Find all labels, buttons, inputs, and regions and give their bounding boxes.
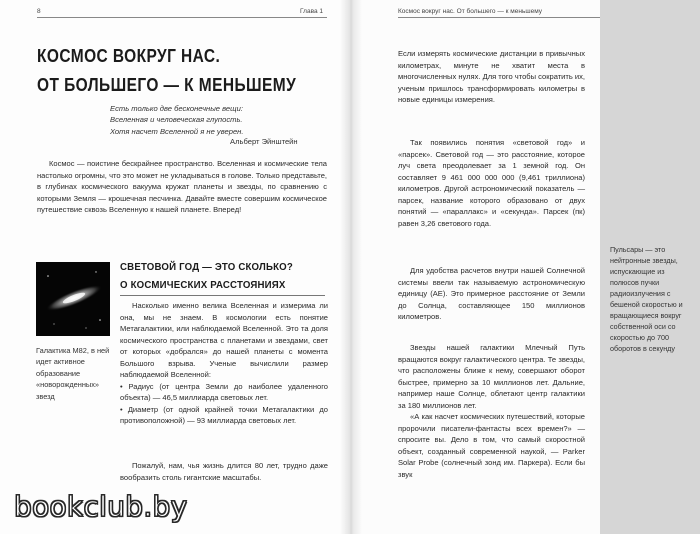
galaxy-illustration xyxy=(36,262,110,336)
epigraph-line-1: Есть только две бесконечные вещи: xyxy=(110,104,243,113)
galaxy-m82-image xyxy=(36,262,110,336)
right-paragraphs-4-5 xyxy=(398,342,585,480)
chapter-title-line-1: КОСМОС ВОКРУГ НАС. xyxy=(37,46,221,66)
epigraph-line-3: Хотя насчет Вселенной я не уверен. xyxy=(110,126,244,136)
left-page-number: 8 xyxy=(37,8,41,15)
bullet-radius: • Радиус (от центра Земли до наиболее удаленного объекта) — 46,5 миллиарда световых лет. xyxy=(120,381,328,402)
left-header-rule xyxy=(37,17,327,18)
right-paragraph-2: Так появились понятия «световой год» и «парсек». Световой год — это расстояние, которое луч света преодолевает за 1 земной год. Он составляет 9 461 000 000 000 (9,461 триллиона) километров. Другой астрономический показатель — парсек, название которого образовано от двух понятий — «параллакс» и «секунда». Парсек (пк) равен 3,26 светового года. xyxy=(398,138,585,228)
bullet-diameter: • Диаметр (от одной крайней точки Метагалактики до противоположной) — 93 миллиарда световых лет. xyxy=(120,404,328,425)
right-paragraph-5: «А как насчет космических путешествий, которые пророчили писатели-фантасты всех времен?» — спросите вы. Дело в том, что самый скоростной объект, созданный современной наукой, — Parker Solar Probe (солнечный зонд им. Паркера). Если бы звук xyxy=(398,412,585,479)
section-paragraph-1: Насколько именно велика Вселенная и измерима ли она, мы не знаем. В космологии есть понятие Метагалактики, или наблюдаемой Вселенной. Это та доля космического пространства с планетами и звездами, свет от которых «добрался» до нашей планеты с момента Большого взрыва. Ученые вычислили размер наблюдаемой Вселенной: xyxy=(120,301,328,379)
image-caption: Галактика М82, в ней идет активное образование «новорожденных» звезд xyxy=(36,346,110,401)
left-running-head: Глава 1 xyxy=(300,8,323,15)
section-heading-rule xyxy=(120,295,325,296)
right-paragraph-4: Звезды нашей галактики Млечный Путь вращаются вокруг галактического центра. Те звезды, что расположены ближе к нему, совершают оборот быстрее, примерно за 10 миллионов лет. Дальние, например наше Солнце, облетают центр галактики за 180 миллионов лет. xyxy=(398,343,585,410)
sidebar-note: Пульсары — это нейтронные звезды, испускающие из полюсов пучки радиоизлучения с бешеной скоростью и вращающиеся вокруг собственной оси со скоростью до 700 оборотов в секунду xyxy=(610,245,683,353)
section-heading-line-2: О КОСМИЧЕСКИХ РАССТОЯНИЯХ xyxy=(120,279,286,291)
chapter-title xyxy=(37,42,297,100)
right-paragraph-3: Для удобства расчетов внутри нашей Солнечной системы ввели так называемую астрономическую единицу (АЕ). Это примерное расстояние от Земли до Солнца, составляющее 150 миллионов километров. xyxy=(398,266,585,321)
watermark: bookclub.by xyxy=(14,490,188,523)
right-running-head: Космос вокруг нас. От большего — к меньшему xyxy=(398,8,542,15)
intro-paragraph: Космос — поистине бескрайнее пространство. Вселенная и космические тела настолько огромны, что это может не укладываться в голове. Только представьте, в глубинах космического вакуума кружат планеты и звезды, по сравнению с которыми Земля — крошечная песчинка. Давайте вместе совершим космическое путешествие сквозь Вселенную к нашей планете. Вперед! xyxy=(37,159,327,214)
section-heading-line-1: СВЕТОВОЙ ГОД — ЭТО СКОЛЬКО? xyxy=(120,261,293,273)
right-paragraph-1: Если измерять космические дистанции в привычных километрах, минуте не хватит места в многочисленных нулях. Для того чтобы сократить их, ученым пришлось трансформировать километры в новые единицы измерения. xyxy=(398,49,585,104)
section-paragraph-2: Пожалуй, нам, чья жизнь длится 80 лет, трудно даже вообразить столь гигантские масштабы. xyxy=(120,461,328,482)
epigraph-author: Альберт Эйнштейн xyxy=(230,137,298,146)
section-heading xyxy=(120,258,313,294)
epigraph xyxy=(110,103,325,137)
chapter-title-line-2: ОТ БОЛЬШЕГО — К МЕНЬШЕМУ xyxy=(37,75,297,95)
book-gutter xyxy=(340,0,362,534)
section-body xyxy=(120,300,328,427)
epigraph-line-2: Вселенная и человеческая глупость. xyxy=(110,115,243,125)
